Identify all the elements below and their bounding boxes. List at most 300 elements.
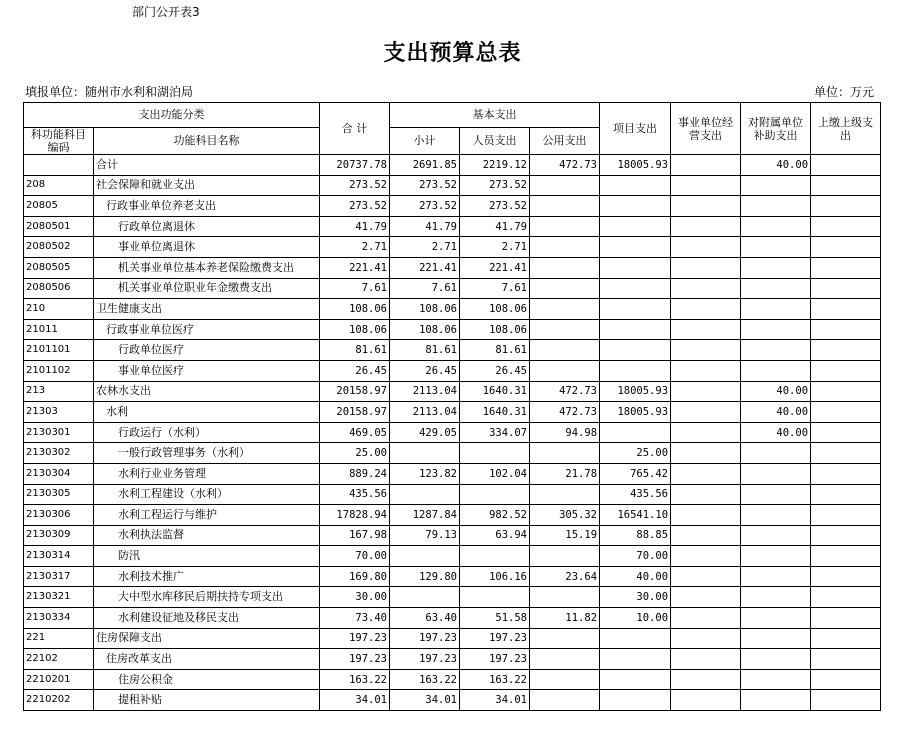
cell-name: 合计 [94, 155, 320, 176]
cell-name: 水利建设征地及移民支出 [94, 608, 320, 629]
cell-enterprise [671, 690, 741, 711]
cell-code: 20805 [24, 196, 94, 217]
cell-enterprise [671, 155, 741, 176]
cell-code: 2101101 [24, 340, 94, 361]
cell-project [600, 196, 671, 217]
header-public: 公用支出 [530, 128, 600, 155]
cell-name: 社会保障和就业支出 [94, 175, 320, 196]
cell-total: 197.23 [320, 649, 390, 670]
cell-personnel: 197.23 [460, 628, 530, 649]
doc-label: 部门公开表3 [132, 5, 200, 19]
cell-project: 18005.93 [600, 381, 671, 402]
cell-subsidy [741, 566, 811, 587]
table-row [24, 484, 881, 505]
cell-enterprise [671, 299, 741, 320]
cell-code: 2130314 [24, 546, 94, 567]
cell-code: 2080506 [24, 278, 94, 299]
cell-subsidy: 40.00 [741, 402, 811, 423]
cell-remit [811, 608, 881, 629]
cell-project: 25.00 [600, 443, 671, 464]
table-row [24, 690, 881, 711]
cell-subtotal: 7.61 [390, 278, 460, 299]
cell-name: 水利技术推广 [94, 566, 320, 587]
table-row [24, 422, 881, 443]
cell-subtotal: 2691.85 [390, 155, 460, 176]
cell-code: 2130309 [24, 525, 94, 546]
cell-subsidy [741, 360, 811, 381]
cell-remit [811, 175, 881, 196]
cell-public [530, 257, 600, 278]
cell-name: 行政单位医疗 [94, 340, 320, 361]
cell-total: 108.06 [320, 319, 390, 340]
cell-personnel: 102.04 [460, 463, 530, 484]
table-row [24, 299, 881, 320]
table-row [24, 649, 881, 670]
cell-subsidy [741, 257, 811, 278]
cell-remit [811, 340, 881, 361]
cell-subtotal: 273.52 [390, 196, 460, 217]
header-subsidy: 对附属单位补助支出 [741, 103, 811, 155]
cell-public: 15.19 [530, 525, 600, 546]
cell-personnel: 1640.31 [460, 381, 530, 402]
cell-project: 435.56 [600, 484, 671, 505]
cell-total: 889.24 [320, 463, 390, 484]
cell-public [530, 196, 600, 217]
cell-subtotal: 79.13 [390, 525, 460, 546]
cell-subsidy [741, 175, 811, 196]
cell-remit [811, 360, 881, 381]
header-code: 科功能科目编码 [24, 128, 94, 155]
cell-subtotal: 129.80 [390, 566, 460, 587]
cell-personnel: 51.58 [460, 608, 530, 629]
cell-subsidy [741, 299, 811, 320]
cell-code: 221 [24, 628, 94, 649]
cell-name: 大中型水库移民后期扶持专项支出 [94, 587, 320, 608]
cell-total: 221.41 [320, 257, 390, 278]
cell-subsidy [741, 525, 811, 546]
cell-project: 70.00 [600, 546, 671, 567]
cell-subsidy [741, 319, 811, 340]
cell-name: 水利工程建设（水利） [94, 484, 320, 505]
cell-enterprise [671, 381, 741, 402]
cell-personnel: 163.22 [460, 669, 530, 690]
cell-total: 435.56 [320, 484, 390, 505]
cell-remit [811, 690, 881, 711]
table-row [24, 360, 881, 381]
cell-name: 机关事业单位基本养老保险缴费支出 [94, 257, 320, 278]
cell-code: 2130301 [24, 422, 94, 443]
cell-code: 213 [24, 381, 94, 402]
cell-enterprise [671, 257, 741, 278]
cell-subsidy [741, 690, 811, 711]
cell-personnel [460, 546, 530, 567]
table-row [24, 587, 881, 608]
cell-remit [811, 422, 881, 443]
cell-name: 事业单位医疗 [94, 360, 320, 381]
cell-enterprise [671, 566, 741, 587]
cell-personnel: 81.61 [460, 340, 530, 361]
cell-name: 住房保障支出 [94, 628, 320, 649]
cell-project [600, 278, 671, 299]
cell-subsidy [741, 587, 811, 608]
cell-personnel: 982.52 [460, 505, 530, 526]
cell-public [530, 340, 600, 361]
cell-code: 2130317 [24, 566, 94, 587]
cell-remit [811, 257, 881, 278]
cell-code: 2130302 [24, 443, 94, 464]
cell-code: 2130306 [24, 505, 94, 526]
cell-remit [811, 278, 881, 299]
cell-project: 765.42 [600, 463, 671, 484]
cell-public: 94.98 [530, 422, 600, 443]
cell-subtotal: 108.06 [390, 299, 460, 320]
cell-public [530, 299, 600, 320]
cell-personnel: 108.06 [460, 299, 530, 320]
cell-subsidy [741, 237, 811, 258]
cell-personnel: 63.94 [460, 525, 530, 546]
cell-subsidy: 40.00 [741, 381, 811, 402]
cell-subtotal: 1287.84 [390, 505, 460, 526]
table-row [24, 628, 881, 649]
cell-project [600, 299, 671, 320]
cell-name: 防汛 [94, 546, 320, 567]
cell-subtotal: 221.41 [390, 257, 460, 278]
cell-enterprise [671, 463, 741, 484]
currency-unit: 单位：万元 [813, 85, 874, 99]
cell-subsidy [741, 196, 811, 217]
cell-remit [811, 196, 881, 217]
cell-name: 行政运行（水利） [94, 422, 320, 443]
cell-subtotal: 41.79 [390, 216, 460, 237]
cell-total: 73.40 [320, 608, 390, 629]
cell-code: 210 [24, 299, 94, 320]
cell-enterprise [671, 525, 741, 546]
cell-name: 行政事业单位医疗 [94, 319, 320, 340]
cell-personnel [460, 484, 530, 505]
cell-project [600, 257, 671, 278]
table-row [24, 525, 881, 546]
cell-public [530, 669, 600, 690]
cell-total: 469.05 [320, 422, 390, 443]
cell-code: 2101102 [24, 360, 94, 381]
cell-code [24, 155, 94, 176]
cell-total: 167.98 [320, 525, 390, 546]
cell-project [600, 422, 671, 443]
cell-total: 26.45 [320, 360, 390, 381]
budget-table-body [24, 155, 881, 711]
table-row [24, 216, 881, 237]
cell-personnel: 34.01 [460, 690, 530, 711]
cell-enterprise [671, 278, 741, 299]
cell-subsidy: 40.00 [741, 422, 811, 443]
cell-subtotal: 2113.04 [390, 381, 460, 402]
cell-public: 472.73 [530, 155, 600, 176]
cell-total: 169.80 [320, 566, 390, 587]
cell-project [600, 628, 671, 649]
cell-total: 34.01 [320, 690, 390, 711]
cell-enterprise [671, 196, 741, 217]
table-row [24, 566, 881, 587]
cell-remit [811, 463, 881, 484]
cell-public: 472.73 [530, 402, 600, 423]
table-row [24, 669, 881, 690]
budget-table [23, 102, 881, 711]
cell-remit [811, 566, 881, 587]
cell-public [530, 628, 600, 649]
cell-code: 2080502 [24, 237, 94, 258]
cell-name: 行政单位离退休 [94, 216, 320, 237]
cell-total: 7.61 [320, 278, 390, 299]
cell-public [530, 587, 600, 608]
cell-subtotal: 26.45 [390, 360, 460, 381]
cell-total: 17828.94 [320, 505, 390, 526]
cell-personnel: 26.45 [460, 360, 530, 381]
cell-name: 提租补贴 [94, 690, 320, 711]
cell-subtotal: 2.71 [390, 237, 460, 258]
cell-public: 472.73 [530, 381, 600, 402]
cell-remit [811, 505, 881, 526]
cell-enterprise [671, 319, 741, 340]
cell-remit [811, 669, 881, 690]
cell-public [530, 278, 600, 299]
cell-remit [811, 299, 881, 320]
cell-code: 2210202 [24, 690, 94, 711]
cell-total: 41.79 [320, 216, 390, 237]
cell-personnel: 7.61 [460, 278, 530, 299]
cell-subtotal [390, 546, 460, 567]
cell-name: 一般行政管理事务（水利） [94, 443, 320, 464]
cell-enterprise [671, 402, 741, 423]
cell-code: 2130305 [24, 484, 94, 505]
header-basic: 基本支出 [390, 103, 600, 128]
cell-total: 108.06 [320, 299, 390, 320]
cell-total: 20158.97 [320, 402, 390, 423]
reporting-unit: 填报单位：随州市水利和湖泊局 [25, 85, 194, 99]
cell-public [530, 175, 600, 196]
cell-public [530, 649, 600, 670]
cell-project [600, 319, 671, 340]
cell-enterprise [671, 546, 741, 567]
cell-name: 住房公积金 [94, 669, 320, 690]
cell-subtotal: 429.05 [390, 422, 460, 443]
cell-personnel: 273.52 [460, 175, 530, 196]
cell-name: 水利行业业务管理 [94, 463, 320, 484]
cell-subsidy [741, 216, 811, 237]
cell-subsidy [741, 443, 811, 464]
cell-personnel: 106.16 [460, 566, 530, 587]
table-row [24, 402, 881, 423]
cell-project: 88.85 [600, 525, 671, 546]
cell-subtotal: 2113.04 [390, 402, 460, 423]
cell-personnel: 2.71 [460, 237, 530, 258]
cell-subsidy [741, 546, 811, 567]
cell-total: 20158.97 [320, 381, 390, 402]
cell-code: 2080501 [24, 216, 94, 237]
cell-name: 机关事业单位职业年金缴费支出 [94, 278, 320, 299]
cell-public [530, 443, 600, 464]
cell-public: 305.32 [530, 505, 600, 526]
table-row [24, 155, 881, 176]
cell-subsidy [741, 649, 811, 670]
cell-project: 30.00 [600, 587, 671, 608]
cell-enterprise [671, 443, 741, 464]
cell-public [530, 484, 600, 505]
cell-remit [811, 381, 881, 402]
table-row [24, 257, 881, 278]
cell-public [530, 237, 600, 258]
cell-personnel: 41.79 [460, 216, 530, 237]
cell-remit [811, 628, 881, 649]
table-row [24, 608, 881, 629]
table-row [24, 196, 881, 217]
table-row [24, 443, 881, 464]
cell-code: 21303 [24, 402, 94, 423]
cell-enterprise [671, 649, 741, 670]
cell-public [530, 216, 600, 237]
header-total: 合 计 [320, 103, 390, 155]
cell-personnel: 221.41 [460, 257, 530, 278]
table-row [24, 278, 881, 299]
header-remit: 上缴上级支出 [811, 103, 881, 155]
header-function-class: 支出功能分类 [24, 103, 320, 128]
cell-remit [811, 525, 881, 546]
cell-subtotal: 63.40 [390, 608, 460, 629]
cell-code: 2130334 [24, 608, 94, 629]
cell-subsidy: 40.00 [741, 155, 811, 176]
table-row [24, 175, 881, 196]
cell-name: 事业单位离退休 [94, 237, 320, 258]
cell-subtotal: 123.82 [390, 463, 460, 484]
cell-subtotal: 163.22 [390, 669, 460, 690]
cell-name: 行政事业单位养老支出 [94, 196, 320, 217]
cell-enterprise [671, 216, 741, 237]
header-personnel: 人员支出 [460, 128, 530, 155]
cell-enterprise [671, 669, 741, 690]
cell-subtotal [390, 587, 460, 608]
cell-code: 2130304 [24, 463, 94, 484]
cell-remit [811, 319, 881, 340]
cell-total: 70.00 [320, 546, 390, 567]
cell-total: 273.52 [320, 196, 390, 217]
cell-project [600, 216, 671, 237]
cell-name: 农林水支出 [94, 381, 320, 402]
table-row [24, 463, 881, 484]
header-name: 功能科目名称 [94, 128, 320, 155]
cell-subtotal: 197.23 [390, 649, 460, 670]
cell-subtotal [390, 443, 460, 464]
table-row [24, 381, 881, 402]
cell-remit [811, 216, 881, 237]
cell-enterprise [671, 237, 741, 258]
cell-name: 水利执法监督 [94, 525, 320, 546]
cell-code: 2130321 [24, 587, 94, 608]
table-row [24, 237, 881, 258]
cell-project: 10.00 [600, 608, 671, 629]
cell-total: 30.00 [320, 587, 390, 608]
cell-public [530, 360, 600, 381]
cell-project [600, 237, 671, 258]
header-subtotal: 小计 [390, 128, 460, 155]
cell-project: 16541.10 [600, 505, 671, 526]
cell-subsidy [741, 340, 811, 361]
cell-enterprise [671, 484, 741, 505]
cell-subsidy [741, 505, 811, 526]
cell-project: 40.00 [600, 566, 671, 587]
cell-code: 2210201 [24, 669, 94, 690]
cell-subsidy [741, 628, 811, 649]
cell-project: 18005.93 [600, 155, 671, 176]
cell-subsidy [741, 463, 811, 484]
cell-project [600, 690, 671, 711]
cell-remit [811, 484, 881, 505]
cell-remit [811, 402, 881, 423]
cell-total: 197.23 [320, 628, 390, 649]
cell-enterprise [671, 628, 741, 649]
cell-subtotal: 108.06 [390, 319, 460, 340]
cell-public [530, 319, 600, 340]
table-row [24, 319, 881, 340]
cell-total: 163.22 [320, 669, 390, 690]
cell-total: 273.52 [320, 175, 390, 196]
cell-subtotal [390, 484, 460, 505]
cell-subsidy [741, 484, 811, 505]
header-project: 项目支出 [600, 103, 671, 155]
cell-personnel: 108.06 [460, 319, 530, 340]
cell-subtotal: 273.52 [390, 175, 460, 196]
cell-project [600, 669, 671, 690]
header-enterprise: 事业单位经营支出 [671, 103, 741, 155]
cell-personnel: 273.52 [460, 196, 530, 217]
cell-name: 水利 [94, 402, 320, 423]
table-row [24, 505, 881, 526]
cell-remit [811, 649, 881, 670]
cell-total: 81.61 [320, 340, 390, 361]
cell-personnel: 334.07 [460, 422, 530, 443]
cell-enterprise [671, 422, 741, 443]
cell-public [530, 690, 600, 711]
cell-personnel: 1640.31 [460, 402, 530, 423]
cell-public [530, 546, 600, 567]
cell-remit [811, 587, 881, 608]
cell-total: 25.00 [320, 443, 390, 464]
cell-subsidy [741, 278, 811, 299]
page-title: 支出预算总表 [383, 40, 522, 66]
table-row [24, 546, 881, 567]
cell-code: 2080505 [24, 257, 94, 278]
cell-subtotal: 34.01 [390, 690, 460, 711]
cell-enterprise [671, 505, 741, 526]
cell-public: 21.78 [530, 463, 600, 484]
cell-enterprise [671, 608, 741, 629]
cell-subtotal: 81.61 [390, 340, 460, 361]
cell-project [600, 340, 671, 361]
cell-code: 21011 [24, 319, 94, 340]
cell-enterprise [671, 360, 741, 381]
cell-personnel: 197.23 [460, 649, 530, 670]
cell-subsidy [741, 608, 811, 629]
cell-remit [811, 155, 881, 176]
cell-remit [811, 546, 881, 567]
cell-public: 11.82 [530, 608, 600, 629]
cell-subtotal: 197.23 [390, 628, 460, 649]
cell-name: 水利工程运行与维护 [94, 505, 320, 526]
cell-code: 22102 [24, 649, 94, 670]
cell-remit [811, 237, 881, 258]
cell-code: 208 [24, 175, 94, 196]
cell-enterprise [671, 587, 741, 608]
cell-personnel [460, 443, 530, 464]
cell-remit [811, 443, 881, 464]
